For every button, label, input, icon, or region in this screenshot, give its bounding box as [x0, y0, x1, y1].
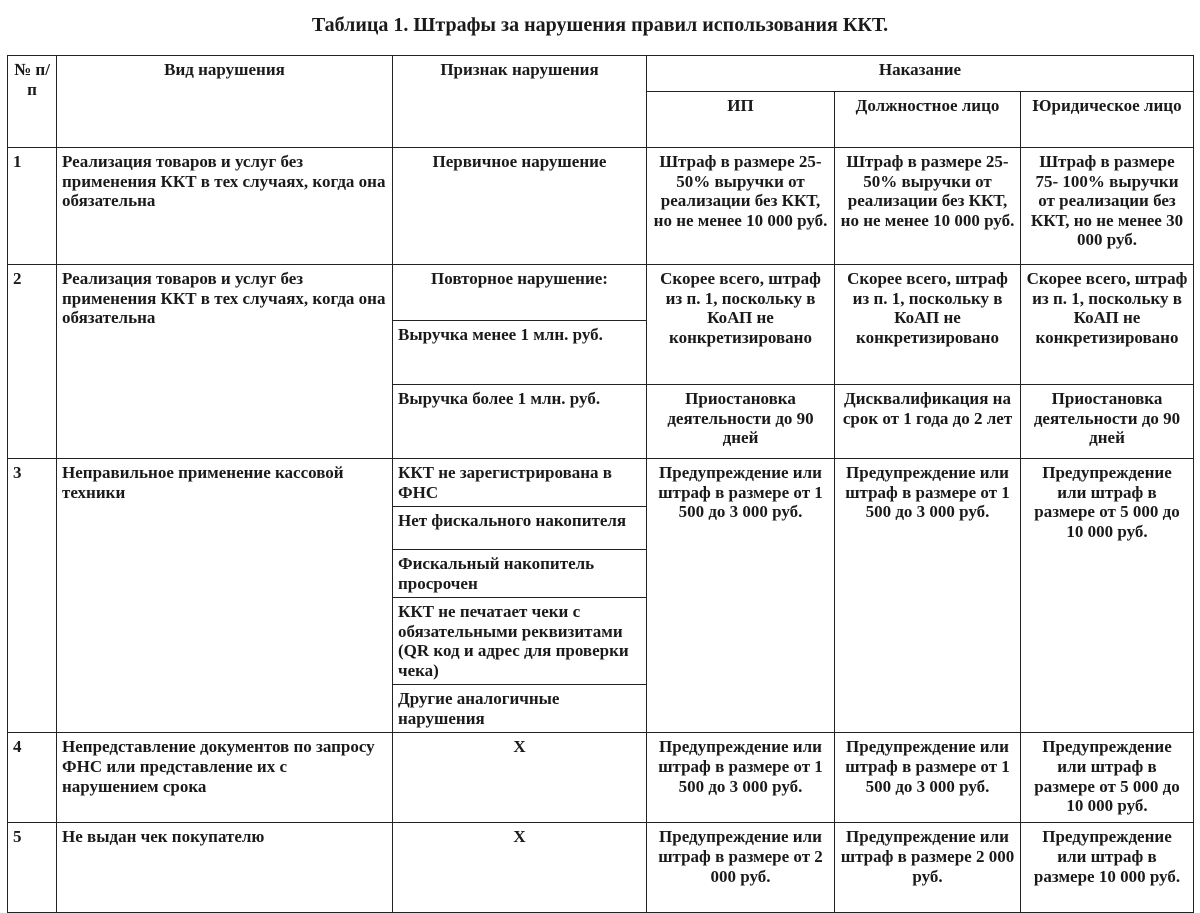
row-number: 2 — [8, 265, 57, 459]
fines-table — [7, 55, 1194, 913]
sign-cell: Первичное нарушение — [393, 148, 647, 265]
official-cell: Дисквалификация на срок от 1 года до 2 лет — [835, 385, 1021, 459]
ip-cell: Предупреждение или штраф в размере от 1 500 до 3 000 руб. — [647, 733, 835, 823]
sign-cell: Х — [393, 733, 647, 823]
table-row — [8, 148, 1194, 265]
row-number: 4 — [8, 733, 57, 823]
official-cell: Штраф в размере 25- 50% выручки от реализации без ККТ, но не менее 10 000 руб. — [835, 148, 1021, 265]
table-title: Таблица 1. Штрафы за нарушения правил использования ККТ. — [311, 14, 889, 36]
violation-cell: Реализация товаров и услуг без применения ККТ в тех случаях, когда она обязательна — [57, 265, 393, 459]
header-official: Должностное лицо — [835, 92, 1021, 148]
ip-cell: Предупреждение или штраф в размере от 1 500 до 3 000 руб. — [647, 459, 835, 733]
sign-cell: Фискальный накопитель просрочен — [393, 550, 647, 598]
ip-cell: Скорее всего, штраф из п. 1, поскольку в КоАП не конкретизировано — [647, 265, 835, 385]
legal-cell: Скорее всего, штраф из п. 1, поскольку в КоАП не конкретизировано — [1021, 265, 1194, 385]
violation-cell: Реализация товаров и услуг без применения ККТ в тех случаях, когда она обязательна — [57, 148, 393, 265]
row-number: 5 — [8, 823, 57, 913]
ip-cell: Приостановка деятельности до 90 дней — [647, 385, 835, 459]
legal-cell: Штраф в размере 75- 100% выручки от реализации без ККТ, но не менее 30 000 руб. — [1021, 148, 1194, 265]
row-number: 3 — [8, 459, 57, 733]
sign-cell: ККТ не зарегистрирована в ФНС — [393, 459, 647, 507]
table-row — [8, 265, 1194, 321]
table-row — [8, 459, 1194, 507]
ip-cell: Предупреждение или штраф в размере от 2 000 руб. — [647, 823, 835, 913]
sign-cell: Выручка менее 1 млн. руб. — [393, 321, 647, 385]
official-cell: Скорее всего, штраф из п. 1, поскольку в КоАП не конкретизировано — [835, 265, 1021, 385]
header-num: № п/п — [8, 56, 57, 148]
header-punishment: Наказание — [647, 56, 1194, 92]
table-row — [8, 733, 1194, 823]
legal-cell: Приостановка деятельности до 90 дней — [1021, 385, 1194, 459]
legal-cell: Предупреждение или штраф в размере 10 000 руб. — [1021, 823, 1194, 913]
violation-cell: Непредставление документов по запросу ФНС или представление их с нарушением срока — [57, 733, 393, 823]
violation-cell: Не выдан чек покупателю — [57, 823, 393, 913]
sign-cell: ККТ не печатает чеки с обязательными реквизитами (QR код и адрес для проверки чека) — [393, 598, 647, 685]
sign-cell: Х — [393, 823, 647, 913]
ip-cell: Штраф в размере 25- 50% выручки от реализации без ККТ, но не менее 10 000 руб. — [647, 148, 835, 265]
sign-cell: Нет фискального накопителя — [393, 507, 647, 550]
header-violation: Вид нарушения — [57, 56, 393, 148]
violation-cell: Неправильное применение кассовой техники — [57, 459, 393, 733]
row-number: 1 — [8, 148, 57, 265]
official-cell: Предупреждение или штраф в размере от 1 500 до 3 000 руб. — [835, 733, 1021, 823]
legal-cell: Предупреждение или штраф в размере от 5 000 до 10 000 руб. — [1021, 733, 1194, 823]
table-row — [8, 823, 1194, 913]
sign-cell: Другие аналогичные нарушения — [393, 685, 647, 733]
sign-cell: Повторное нарушение: — [393, 265, 647, 321]
legal-cell: Предупреждение или штраф в размере от 5 000 до 10 000 руб. — [1021, 459, 1194, 733]
header-sign: Признак нарушения — [393, 56, 647, 148]
header-legal: Юридическое лицо — [1021, 92, 1194, 148]
sign-cell: Выручка более 1 млн. руб. — [393, 385, 647, 459]
official-cell: Предупреждение или штраф в размере 2 000 руб. — [835, 823, 1021, 913]
header-ip: ИП — [647, 92, 835, 148]
official-cell: Предупреждение или штраф в размере от 1 500 до 3 000 руб. — [835, 459, 1021, 733]
